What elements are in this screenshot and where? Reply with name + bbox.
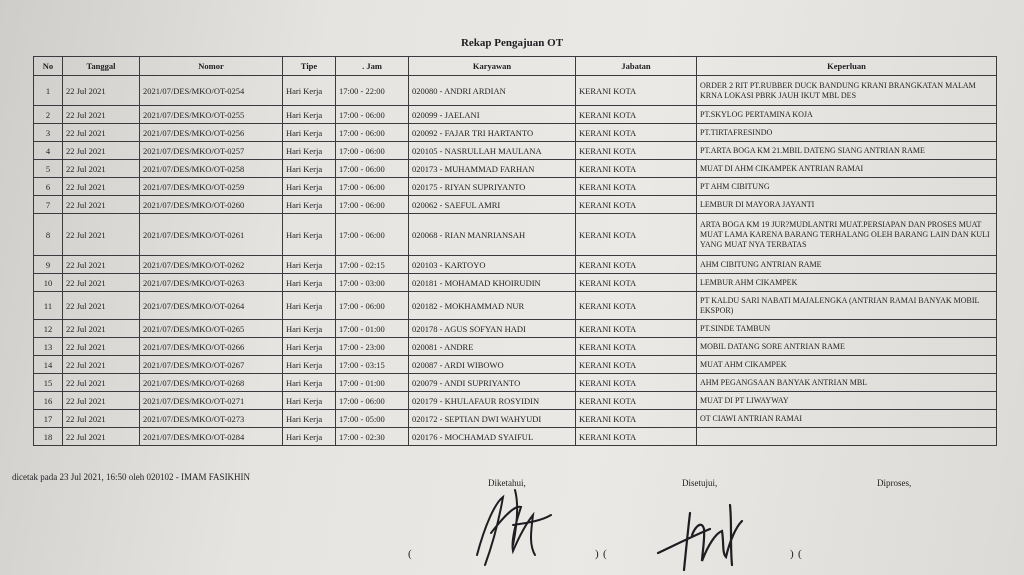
cell-no: 14 — [34, 356, 63, 374]
approved-by-label: Disetujui, — [682, 478, 718, 488]
cell-tipe: Hari Kerja — [283, 356, 336, 374]
cell-nomor: 2021/07/DES/MKO/OT-0259 — [140, 178, 283, 196]
header-no: No — [34, 57, 63, 76]
cell-jabatan: KERANI KOTA — [576, 214, 697, 256]
cell-karyawan: 020176 - MOCHAMAD SYAIFUL — [409, 428, 576, 446]
table-row — [34, 256, 997, 274]
table-row — [34, 76, 997, 106]
cell-no: 18 — [34, 428, 63, 446]
table-row — [34, 392, 997, 410]
table-row — [34, 106, 997, 124]
cell-keperluan: MUAT DI PT LIWAYWAY — [697, 392, 997, 410]
cell-jam: 17:00 - 01:00 — [336, 320, 409, 338]
cell-tipe: Hari Kerja — [283, 292, 336, 320]
cell-no: 5 — [34, 160, 63, 178]
cell-tanggal: 22 Jul 2021 — [63, 356, 140, 374]
cell-no: 13 — [34, 338, 63, 356]
cell-jam: 17:00 - 06:00 — [336, 196, 409, 214]
cell-tipe: Hari Kerja — [283, 160, 336, 178]
cell-jam: 17:00 - 01:00 — [336, 374, 409, 392]
cell-tanggal: 22 Jul 2021 — [63, 274, 140, 292]
cell-keperluan: ORDER 2 RIT PT.RUBBER DUCK BANDUNG KRANI BRANGKATAN MALAM KRNA LOKASI PBRK JAUH IKUT MBL DES — [697, 76, 997, 106]
paren-close-2: ) — [790, 548, 794, 560]
cell-tipe: Hari Kerja — [283, 320, 336, 338]
cell-karyawan: 020079 - ANDI SUPRIYANTO — [409, 374, 576, 392]
table-row — [34, 142, 997, 160]
cell-tanggal: 22 Jul 2021 — [63, 392, 140, 410]
cell-keperluan: MOBIL DATANG SORE ANTRIAN RAME — [697, 338, 997, 356]
cell-tanggal: 22 Jul 2021 — [63, 142, 140, 160]
cell-jabatan: KERANI KOTA — [576, 160, 697, 178]
cell-karyawan: 020062 - SAEFUL AMRI — [409, 196, 576, 214]
cell-no: 10 — [34, 274, 63, 292]
cell-jabatan: KERANI KOTA — [576, 428, 697, 446]
cell-tipe: Hari Kerja — [283, 410, 336, 428]
header-tipe: Tipe — [283, 57, 336, 76]
cell-tipe: Hari Kerja — [283, 374, 336, 392]
cell-no: 3 — [34, 124, 63, 142]
table-header-row — [34, 57, 997, 76]
cell-nomor: 2021/07/DES/MKO/OT-0264 — [140, 292, 283, 320]
table-row — [34, 292, 997, 320]
cell-tipe: Hari Kerja — [283, 124, 336, 142]
cell-nomor: 2021/07/DES/MKO/OT-0263 — [140, 274, 283, 292]
table-row — [34, 428, 997, 446]
cell-tanggal: 22 Jul 2021 — [63, 178, 140, 196]
cell-karyawan: 020092 - FAJAR TRI HARTANTO — [409, 124, 576, 142]
cell-tipe: Hari Kerja — [283, 256, 336, 274]
cell-keperluan: PT.TIRTAFRESINDO — [697, 124, 997, 142]
cell-tanggal: 22 Jul 2021 — [63, 374, 140, 392]
cell-keperluan: MUAT DI AHM CIKAMPEK ANTRIAN RAMAI — [697, 160, 997, 178]
cell-no: 7 — [34, 196, 63, 214]
paren-open-2: ( — [603, 548, 607, 560]
cell-nomor: 2021/07/DES/MKO/OT-0265 — [140, 320, 283, 338]
cell-keperluan: PT AHM CIBITUNG — [697, 178, 997, 196]
cell-jabatan: KERANI KOTA — [576, 274, 697, 292]
cell-no: 15 — [34, 374, 63, 392]
cell-tipe: Hari Kerja — [283, 196, 336, 214]
cell-keperluan: PT.SKYLOG PERTAMINA KOJA — [697, 106, 997, 124]
cell-tipe: Hari Kerja — [283, 428, 336, 446]
cell-nomor: 2021/07/DES/MKO/OT-0273 — [140, 410, 283, 428]
cell-jabatan: KERANI KOTA — [576, 124, 697, 142]
table-row — [34, 214, 997, 256]
cell-nomor: 2021/07/DES/MKO/OT-0256 — [140, 124, 283, 142]
cell-tipe: Hari Kerja — [283, 76, 336, 106]
header-keperluan: Keperluan — [697, 57, 997, 76]
table-row — [34, 410, 997, 428]
header-nomor: Nomor — [140, 57, 283, 76]
cell-nomor: 2021/07/DES/MKO/OT-0255 — [140, 106, 283, 124]
cell-tanggal: 22 Jul 2021 — [63, 256, 140, 274]
cell-tipe: Hari Kerja — [283, 106, 336, 124]
cell-keperluan: ARTA BOGA KM 19 JUR?MUDLANTRI MUAT.PERSIAPAN DAN PROSES MUAT MUAT LAMA KARENA BARANG TERHALANG OLEH BARANG LAIN DAN KULI YANG MUAT NYA TERBATAS — [697, 214, 997, 256]
cell-keperluan: PT.SINDE TAMBUN — [697, 320, 997, 338]
cell-jabatan: KERANI KOTA — [576, 374, 697, 392]
cell-jabatan: KERANI KOTA — [576, 392, 697, 410]
cell-nomor: 2021/07/DES/MKO/OT-0261 — [140, 214, 283, 256]
cell-no: 2 — [34, 106, 63, 124]
cell-tanggal: 22 Jul 2021 — [63, 160, 140, 178]
cell-keperluan: MUAT AHM CIKAMPEK — [697, 356, 997, 374]
cell-tipe: Hari Kerja — [283, 178, 336, 196]
print-info: dicetak pada 23 Jul 2021, 16:50 oleh 020102 - IMAM FASIKHIN — [12, 472, 251, 482]
cell-nomor: 2021/07/DES/MKO/OT-0258 — [140, 160, 283, 178]
cell-tanggal: 22 Jul 2021 — [63, 292, 140, 320]
cell-karyawan: 020068 - RIAN MANRIANSAH — [409, 214, 576, 256]
cell-karyawan: 020172 - SEPTIAN DWI WAHYUDI — [409, 410, 576, 428]
cell-no: 8 — [34, 214, 63, 256]
cell-no: 9 — [34, 256, 63, 274]
cell-karyawan: 020175 - RIYAN SUPRIYANTO — [409, 178, 576, 196]
known-by-label: Diketahui, — [488, 478, 526, 488]
cell-jabatan: KERANI KOTA — [576, 292, 697, 320]
cell-tanggal: 22 Jul 2021 — [63, 338, 140, 356]
cell-jam: 17:00 - 06:00 — [336, 178, 409, 196]
cell-jam: 17:00 - 02:30 — [336, 428, 409, 446]
cell-nomor: 2021/07/DES/MKO/OT-0271 — [140, 392, 283, 410]
cell-jam: 17:00 - 03:15 — [336, 356, 409, 374]
cell-jabatan: KERANI KOTA — [576, 356, 697, 374]
cell-nomor: 2021/07/DES/MKO/OT-0260 — [140, 196, 283, 214]
document-title: Rekap Pengajuan OT — [460, 37, 564, 49]
header-jabatan: Jabatan — [576, 57, 697, 76]
cell-jam: 17:00 - 06:00 — [336, 392, 409, 410]
cell-tanggal: 22 Jul 2021 — [63, 106, 140, 124]
cell-jabatan: KERANI KOTA — [576, 410, 697, 428]
table-row — [34, 160, 997, 178]
cell-tanggal: 22 Jul 2021 — [63, 428, 140, 446]
cell-nomor: 2021/07/DES/MKO/OT-0254 — [140, 76, 283, 106]
cell-no: 12 — [34, 320, 63, 338]
cell-jam: 17:00 - 06:00 — [336, 292, 409, 320]
cell-jam: 17:00 - 06:00 — [336, 160, 409, 178]
cell-tanggal: 22 Jul 2021 — [63, 214, 140, 256]
cell-no: 6 — [34, 178, 63, 196]
cell-keperluan: OT CIAWI ANTRIAN RAMAI — [697, 410, 997, 428]
table-row — [34, 124, 997, 142]
cell-no: 4 — [34, 142, 63, 160]
cell-jabatan: KERANI KOTA — [576, 256, 697, 274]
header-jam: . Jam — [336, 57, 409, 76]
cell-jam: 17:00 - 03:00 — [336, 274, 409, 292]
cell-tipe: Hari Kerja — [283, 214, 336, 256]
cell-jabatan: KERANI KOTA — [576, 196, 697, 214]
table-row — [34, 196, 997, 214]
cell-keperluan: LEMBUR DI MAYORA JAYANTI — [697, 196, 997, 214]
cell-nomor: 2021/07/DES/MKO/OT-0268 — [140, 374, 283, 392]
cell-nomor: 2021/07/DES/MKO/OT-0257 — [140, 142, 283, 160]
cell-nomor: 2021/07/DES/MKO/OT-0262 — [140, 256, 283, 274]
cell-karyawan: 020081 - ANDRE — [409, 338, 576, 356]
cell-keperluan: AHM CIBITUNG ANTRIAN RAME — [697, 256, 997, 274]
cell-jam: 17:00 - 06:00 — [336, 142, 409, 160]
cell-jam: 17:00 - 05:00 — [336, 410, 409, 428]
cell-tanggal: 22 Jul 2021 — [63, 76, 140, 106]
cell-no: 11 — [34, 292, 63, 320]
cell-jabatan: KERANI KOTA — [576, 320, 697, 338]
cell-tipe: Hari Kerja — [283, 142, 336, 160]
cell-karyawan: 020099 - JAELANI — [409, 106, 576, 124]
cell-karyawan: 020178 - AGUS SOFYAN HADI — [409, 320, 576, 338]
processed-by-label: Diproses, — [877, 478, 912, 488]
signature-diketahui — [455, 485, 565, 570]
cell-keperluan: AHM PEGANGSAAN BANYAK ANTRIAN MBL — [697, 374, 997, 392]
cell-keperluan: PT.ARTA BOGA KM 21.MBIL DATENG SIANG ANTRIAN RAME — [697, 142, 997, 160]
cell-jabatan: KERANI KOTA — [576, 142, 697, 160]
cell-jam: 17:00 - 06:00 — [336, 214, 409, 256]
cell-jam: 17:00 - 22:00 — [336, 76, 409, 106]
cell-keperluan: PT KALDU SARI NABATI MAJALENGKA (ANTRIAN RAMAI BANYAK MOBIL EKSPOR) — [697, 292, 997, 320]
cell-karyawan: 020181 - MOHAMAD KHOIRUDIN — [409, 274, 576, 292]
cell-tipe: Hari Kerja — [283, 338, 336, 356]
cell-nomor: 2021/07/DES/MKO/OT-0284 — [140, 428, 283, 446]
paren-close-1: ) — [595, 548, 599, 560]
cell-jabatan: KERANI KOTA — [576, 76, 697, 106]
cell-karyawan: 020179 - KHULAFAUR ROSYIDIN — [409, 392, 576, 410]
cell-jabatan: KERANI KOTA — [576, 338, 697, 356]
cell-tanggal: 22 Jul 2021 — [63, 124, 140, 142]
cell-karyawan: 020087 - ARDI WIBOWO — [409, 356, 576, 374]
cell-karyawan: 020080 - ANDRI ARDIAN — [409, 76, 576, 106]
table-row — [34, 178, 997, 196]
cell-jam: 17:00 - 06:00 — [336, 106, 409, 124]
cell-no: 1 — [34, 76, 63, 106]
cell-karyawan: 020173 - MUHAMMAD FARHAN — [409, 160, 576, 178]
cell-keperluan — [697, 428, 997, 446]
table-row — [34, 356, 997, 374]
paren-open-1: ( — [408, 548, 412, 560]
overtime-table — [33, 56, 997, 446]
table-row — [34, 338, 997, 356]
cell-nomor: 2021/07/DES/MKO/OT-0267 — [140, 356, 283, 374]
paren-open-3: ( — [798, 548, 802, 560]
cell-tanggal: 22 Jul 2021 — [63, 320, 140, 338]
cell-jam: 17:00 - 06:00 — [336, 124, 409, 142]
cell-tipe: Hari Kerja — [283, 392, 336, 410]
signature-disetujui — [650, 495, 760, 575]
cell-jabatan: KERANI KOTA — [576, 178, 697, 196]
cell-nomor: 2021/07/DES/MKO/OT-0266 — [140, 338, 283, 356]
cell-keperluan: LEMBUR AHM CIKAMPEK — [697, 274, 997, 292]
table-row — [34, 374, 997, 392]
cell-jam: 17:00 - 23:00 — [336, 338, 409, 356]
cell-no: 16 — [34, 392, 63, 410]
cell-jabatan: KERANI KOTA — [576, 106, 697, 124]
cell-jam: 17:00 - 02:15 — [336, 256, 409, 274]
header-karyawan: Karyawan — [409, 57, 576, 76]
cell-karyawan: 020105 - NASRULLAH MAULANA — [409, 142, 576, 160]
cell-tanggal: 22 Jul 2021 — [63, 410, 140, 428]
cell-karyawan: 020182 - MOKHAMMAD NUR — [409, 292, 576, 320]
cell-no: 17 — [34, 410, 63, 428]
cell-karyawan: 020103 - KARTOYO — [409, 256, 576, 274]
table-row — [34, 320, 997, 338]
header-tanggal: Tanggal — [63, 57, 140, 76]
table-row — [34, 274, 997, 292]
cell-tipe: Hari Kerja — [283, 274, 336, 292]
cell-tanggal: 22 Jul 2021 — [63, 196, 140, 214]
